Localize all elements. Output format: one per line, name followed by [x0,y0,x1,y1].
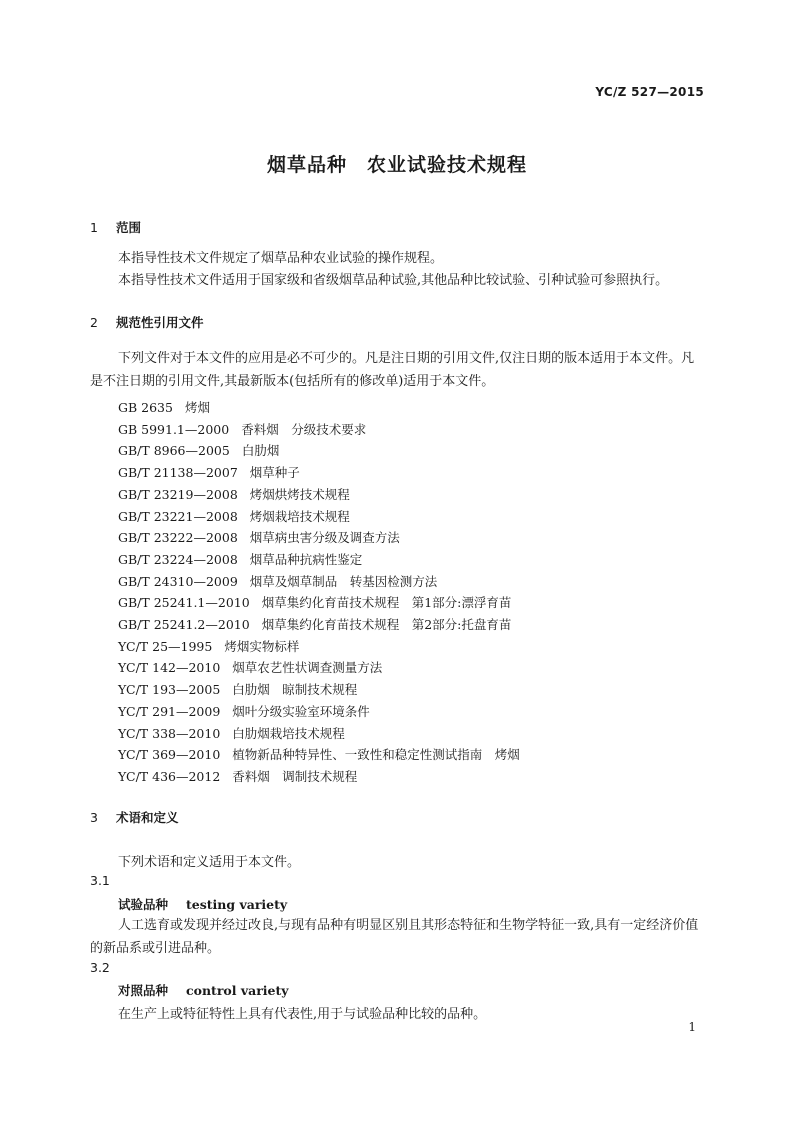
section-2-number: 2 [90,315,98,330]
reference-item [118,419,520,441]
reference-code: YC/T 193—2005 [118,682,221,698]
reference-item [118,527,520,549]
section-1-title: 范围 [116,220,142,235]
reference-item [118,657,520,679]
reference-title: 烟草农艺性状调查测量方法 [232,660,383,676]
reference-item [118,701,520,723]
reference-title: 香料烟 调制技术规程 [232,768,358,784]
reference-title: 烟草病虫害分级及调查方法 [249,530,400,546]
reference-title: 白肋烟 [241,443,280,459]
reference-item [118,744,520,766]
reference-title: 烟草集约化育苗技术规程 第2部分:托盘育苗 [261,617,512,633]
reference-title: 白肋烟 晾制技术规程 [232,682,358,698]
reference-item [118,440,520,462]
section-2-intro: 下列文件对于本文件的应用是必不可少的。凡是注日期的引用文件,仅注日期的版本适用于本文件。凡是不注日期的引用文件,其最新版本(包括所有的修改单)适用于本文件。 [90,351,695,389]
section-2-heading [90,313,204,331]
section-1-paragraph: 本指导性技术文件规定了烟草品种农业试验的操作规程。 [118,251,444,266]
reference-title: 烤烟 [184,400,210,415]
reference-code: YC/T 436—2012 [118,768,221,784]
reference-item [118,484,520,506]
term-number: 3.1 [90,873,110,888]
reference-title: 烟草及烟草制品 转基因检测方法 [249,573,438,589]
section-1-heading [90,218,141,236]
term-definition: 人工选育或发现并经过改良,与现有品种有明显区别且其形态特征和生物学特征一致,具有一定经济价值的新品系或引进品种。 [90,918,699,956]
reference-code: GB/T 23219—2008 [118,486,238,502]
term-english: control variety [186,983,289,998]
term-heading [118,895,287,913]
reference-title: 烤烟实物标样 [224,638,300,654]
reference-title: 烟叶分级实验室环境条件 [232,703,370,719]
reference-title: 白肋烟栽培技术规程 [232,725,345,741]
reference-code: GB/T 23221—2008 [118,508,238,524]
reference-code: GB/T 21138—2007 [118,465,238,481]
section-3-number: 3 [90,810,98,825]
reference-title: 烟草品种抗病性鉴定 [249,551,363,567]
section-3-intro: 下列术语和定义适用于本文件。 [118,855,301,870]
section-1-number: 1 [90,220,98,235]
reference-code: GB 5991.1—2000 [118,421,230,437]
section-2-title: 规范性引用文件 [116,315,204,330]
reference-item [118,723,520,745]
reference-code: GB/T 24310—2009 [118,573,238,589]
reference-code: GB 2635 [118,400,173,415]
reference-code: YC/T 338—2010 [118,725,221,741]
reference-item [118,636,520,658]
reference-item [118,571,520,593]
reference-title: 烟草集约化育苗技术规程 第1部分:漂浮育苗 [261,595,512,611]
reference-title: 香料烟 分级技术要求 [241,421,367,437]
reference-code: GB/T 23224—2008 [118,551,238,567]
page-title: 烟草品种 农业试验技术规程 [266,154,527,176]
reference-item [118,592,520,614]
reference-list [118,397,520,788]
term-chinese: 试验品种 [118,897,169,912]
page-number: 1 [688,1020,696,1034]
reference-code: YC/T 291—2009 [118,703,221,719]
section-3-title: 术语和定义 [116,810,179,825]
reference-title: 植物新品种特异性、一致性和稳定性测试指南 烤烟 [232,747,520,763]
reference-code: GB/T 25241.2—2010 [118,617,250,633]
section-1-paragraph: 本指导性技术文件适用于国家级和省级烟草品种试验,其他品种比较试验、引种试验可参照执行。 [118,273,669,288]
reference-code: GB/T 23222—2008 [118,530,238,546]
reference-item [118,397,520,419]
term-number: 3.2 [90,960,110,975]
reference-item [118,679,520,701]
reference-code: GB/T 25241.1—2010 [118,595,250,611]
reference-item [118,766,520,788]
reference-item [118,506,520,528]
reference-item [118,614,520,636]
reference-item [118,462,520,484]
reference-title: 烤烟烘烤技术规程 [249,486,350,502]
reference-code: YC/T 369—2010 [118,747,221,763]
term-heading [118,981,289,999]
reference-code: GB/T 8966—2005 [118,443,230,459]
term-definition: 在生产上或特征特性上具有代表性,用于与试验品种比较的品种。 [118,1007,487,1022]
term-english: testing variety [186,897,288,912]
reference-item [118,549,520,571]
reference-title: 烤烟栽培技术规程 [249,508,350,524]
reference-code: YC/T 142—2010 [118,660,221,676]
document-number: YC/Z 527—2015 [595,85,704,99]
section-3-heading [90,808,179,826]
term-chinese: 对照品种 [118,983,169,998]
reference-title: 烟草种子 [249,465,300,481]
reference-code: YC/T 25—1995 [118,638,213,654]
